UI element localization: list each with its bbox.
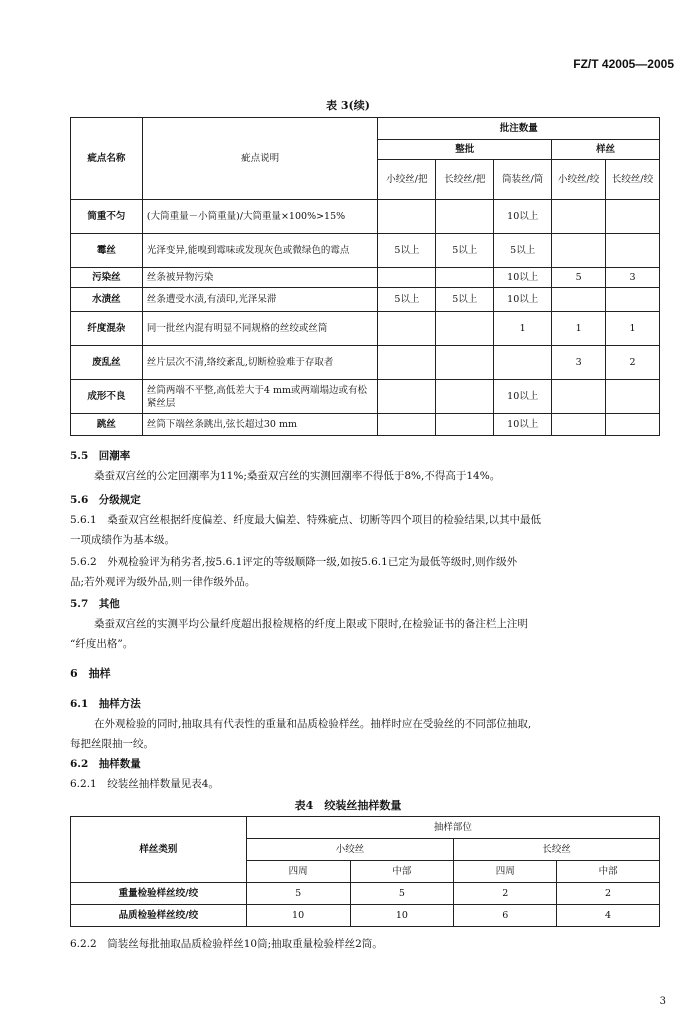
- para-6-2-1: 6.2.1 绞装丝抽样数量见表4。: [70, 778, 219, 790]
- cell: [378, 268, 436, 288]
- cell: 2: [557, 883, 660, 905]
- cell: 5以上: [378, 234, 436, 268]
- cell: 10以上: [494, 414, 552, 436]
- cell: [552, 234, 606, 268]
- cell: [552, 200, 606, 234]
- cell: 5以上: [494, 234, 552, 268]
- sub-header: 小绞丝/绞: [552, 160, 606, 200]
- cell: [552, 380, 606, 414]
- standard-code: FZ/T 42005—2005: [573, 57, 674, 71]
- cell: [494, 346, 552, 380]
- para-5-5: 桑蚕双宫丝的公定回潮率为11%;桑蚕双宫丝的实测回潮率不得低于8%,不得高于14%。: [94, 470, 501, 482]
- defect-name: 水渍丝: [71, 288, 143, 312]
- cell: [436, 346, 494, 380]
- table3: [70, 117, 660, 436]
- cell: 1: [494, 312, 552, 346]
- header-sample-part: 抽样部位: [246, 817, 659, 839]
- cell: 3: [606, 268, 660, 288]
- row-label: 品质检验样丝绞/绞: [71, 905, 247, 927]
- table-row: [71, 312, 660, 346]
- table-row: [71, 346, 660, 380]
- cell: 10: [246, 905, 350, 927]
- cell: 1: [552, 312, 606, 346]
- table4: [70, 816, 660, 927]
- cell: [606, 380, 660, 414]
- table-row: [71, 883, 660, 905]
- cell: [378, 414, 436, 436]
- cell: [436, 380, 494, 414]
- cell: 10以上: [494, 200, 552, 234]
- header-small-skein: 小绞丝: [246, 839, 454, 861]
- section-5-5: 5.5 回潮率: [70, 450, 131, 462]
- cell: 2: [454, 883, 557, 905]
- header-sample: 样丝: [552, 140, 660, 160]
- cell: [606, 414, 660, 436]
- defect-desc: (大筒重量－小筒重量)/大筒重量×100%>15%: [142, 200, 378, 234]
- table3-caption: 表 3(续): [326, 99, 370, 112]
- section-5-6: 5.6 分级规定: [70, 494, 141, 506]
- cell: [436, 268, 494, 288]
- cell: 5以上: [378, 288, 436, 312]
- sub-header: 四周: [246, 861, 350, 883]
- para-6-1b: 每把丝限抽一绞。: [70, 738, 154, 750]
- cell: 10以上: [494, 288, 552, 312]
- cell: [378, 380, 436, 414]
- defect-name: 纤度混杂: [71, 312, 143, 346]
- cell: [552, 288, 606, 312]
- cell: 4: [557, 905, 660, 927]
- para-5-6-1b: 一项成绩作为基本级。: [70, 534, 175, 546]
- cell: 5: [350, 883, 454, 905]
- sub-header: 长绞丝/把: [436, 160, 494, 200]
- cell: 5: [552, 268, 606, 288]
- para-5-7a: 桑蚕双宫丝的实测平均公量纤度超出报检规格的纤度上限或下限时,在检验证书的备注栏上注明: [94, 618, 528, 630]
- table-row: [71, 268, 660, 288]
- cell: [606, 200, 660, 234]
- cell: 1: [606, 312, 660, 346]
- defect-desc: 同一批丝内混有明显不同规格的丝绞或丝筒: [142, 312, 378, 346]
- sub-header: 筒装丝/筒: [494, 160, 552, 200]
- table-row: [71, 288, 660, 312]
- header-whole-batch: 整批: [378, 140, 552, 160]
- table4-caption: 表4 绞装丝抽样数量: [294, 799, 402, 812]
- cell: [378, 200, 436, 234]
- defect-name: 污染丝: [71, 268, 143, 288]
- defect-name: 跳丝: [71, 414, 143, 436]
- header-defect-desc: 疵点说明: [142, 118, 378, 200]
- cell: 5以上: [436, 288, 494, 312]
- cell: [378, 346, 436, 380]
- defect-name: 筒重不匀: [71, 200, 143, 234]
- defect-name: 霉丝: [71, 234, 143, 268]
- para-5-7b: “纤度出格”。: [70, 638, 134, 650]
- cell: 3: [552, 346, 606, 380]
- cell: [436, 312, 494, 346]
- defect-name: 废乱丝: [71, 346, 143, 380]
- cell: [436, 414, 494, 436]
- defect-name: 成形不良: [71, 380, 143, 414]
- cell: [606, 234, 660, 268]
- para-6-2-2: 6.2.2 筒装丝每批抽取品质检验样丝10筒;抽取重量检验样丝2筒。: [70, 938, 383, 950]
- para-6-1a: 在外观检验的同时,抽取具有代表性的重量和品质检验样丝。抽样时应在受验丝的不同部位抽取,: [94, 718, 532, 730]
- section-6-1: 6.1 抽样方法: [70, 698, 141, 710]
- cell: 10以上: [494, 268, 552, 288]
- table-row: [71, 414, 660, 436]
- table-row: [71, 905, 660, 927]
- defect-desc: 丝筒下端丝条跳出,弦长超过30 mm: [142, 414, 378, 436]
- header-long-skein: 长绞丝: [454, 839, 660, 861]
- defect-desc: 光泽变异,能嗅到霉味或发现灰色或微绿色的霉点: [142, 234, 378, 268]
- table-row: [71, 200, 660, 234]
- defect-desc: 丝筒两端不平整,高低差大于4 mm或两端塌边或有松紧丝层: [142, 380, 378, 414]
- para-5-6-2a: 5.6.2 外观检验评为稍劣者,按5.6.1评定的等级顺降一级,如按5.6.1已定为最低等级时,则作级外: [70, 556, 518, 568]
- sub-header: 中部: [350, 861, 454, 883]
- cell: 10: [350, 905, 454, 927]
- defect-desc: 丝片层次不清,络绞紊乱,切断检验难于存取者: [142, 346, 378, 380]
- cell: 10以上: [494, 380, 552, 414]
- section-6-2: 6.2 抽样数量: [70, 758, 141, 770]
- header-defect-name: 疵点名称: [71, 118, 143, 200]
- sub-header: 中部: [557, 861, 660, 883]
- defect-desc: 丝条遭受水渍,有渍印,光泽呆滞: [142, 288, 378, 312]
- cell: 2: [606, 346, 660, 380]
- header-quantity: 批注数量: [378, 118, 660, 140]
- cell: 5以上: [436, 234, 494, 268]
- sub-header: 长绞丝/绞: [606, 160, 660, 200]
- table-row: [71, 380, 660, 414]
- section-5-7: 5.7 其他: [70, 598, 120, 610]
- header-sample-kind: 样丝类别: [71, 817, 247, 883]
- cell: 5: [246, 883, 350, 905]
- para-5-6-2b: 品;若外观评为级外品,则一律作级外品。: [70, 576, 256, 588]
- defect-desc: 丝条被异物污染: [142, 268, 378, 288]
- cell: [552, 414, 606, 436]
- cell: [436, 200, 494, 234]
- cell: [378, 312, 436, 346]
- row-label: 重量检验样丝绞/绞: [71, 883, 247, 905]
- cell: 6: [454, 905, 557, 927]
- sub-header: 四周: [454, 861, 557, 883]
- page-number: 3: [659, 996, 666, 1007]
- table-row: [71, 234, 660, 268]
- sub-header: 小绞丝/把: [378, 160, 436, 200]
- para-5-6-1a: 5.6.1 桑蚕双宫丝根据纤度偏差、纤度最大偏差、特殊疵点、切断等四个项目的检验结果,以其中最低: [70, 514, 542, 526]
- cell: [606, 288, 660, 312]
- section-6: 6 抽样: [70, 667, 111, 680]
